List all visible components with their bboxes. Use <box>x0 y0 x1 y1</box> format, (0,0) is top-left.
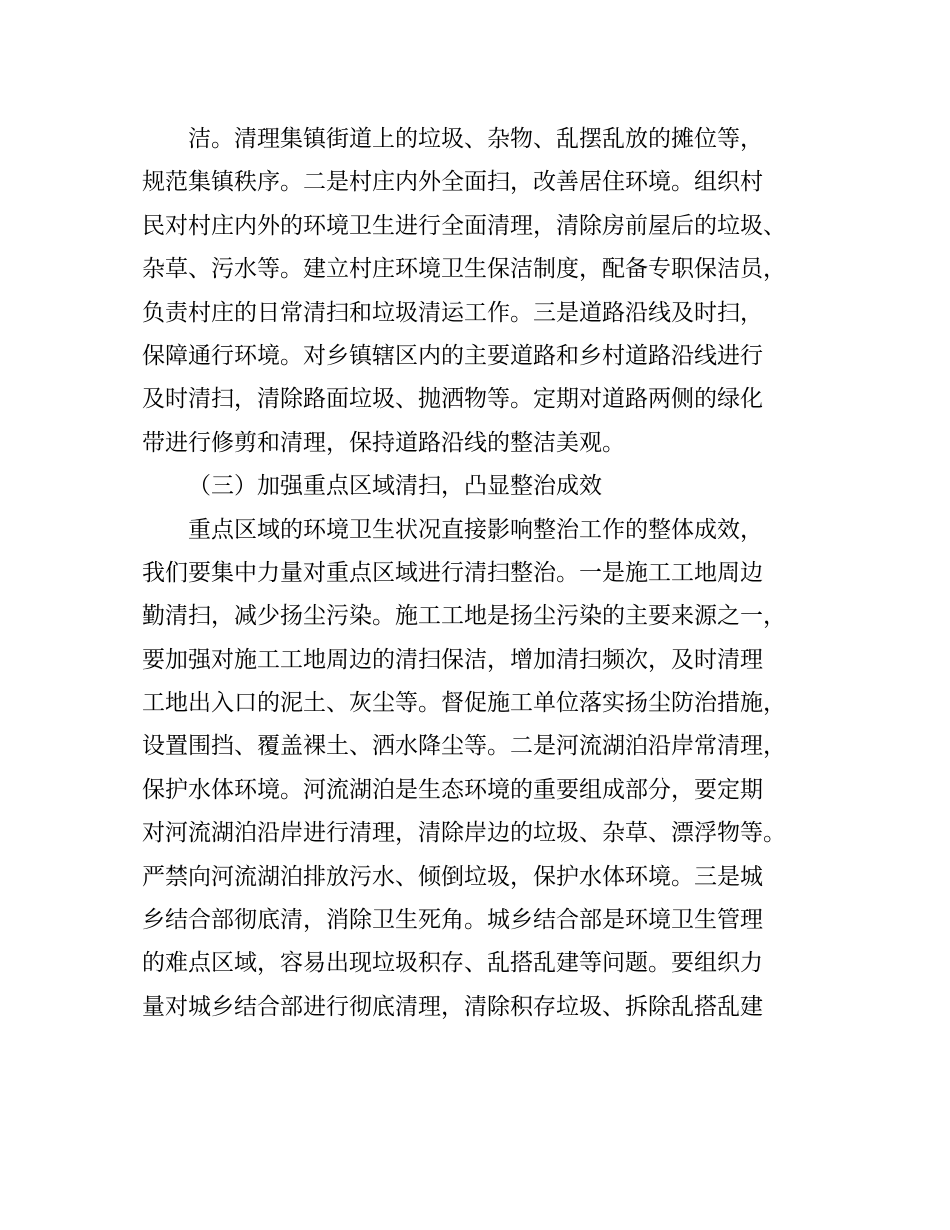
text-line: 要加强对施工工地周边的清扫保洁，增加清扫频次，及时清理 <box>142 646 763 673</box>
text-line: 乡结合部彻底清，消除卫生死角。城乡结合部是环境卫生管理 <box>142 907 763 934</box>
text-line: 杂草、污水等。建立村庄环境卫生保洁制度，配备专职保洁员， <box>142 256 786 283</box>
text-line: 及时清扫，清除路面垃圾、抛洒物等。定期对道路两侧的绿化 <box>142 386 763 413</box>
text-line: 严禁向河流湖泊排放污水、倾倒垃圾，保护水体环境。三是城 <box>142 863 763 890</box>
text-line: 洁。清理集镇街道上的垃圾、杂物、乱摆乱放的摊位等， <box>188 126 763 152</box>
text-line: 民对村庄内外的环境卫生进行全面清理，清除房前屋后的垃圾、 <box>142 212 786 239</box>
text-line: 重点区域的环境卫生状况直接影响整治工作的整体成效， <box>188 516 763 543</box>
text-line: 规范集镇秩序。二是村庄内外全面扫，改善居住环境。组织村 <box>142 169 763 196</box>
text-line: 量对城乡结合部进行彻底清理，清除积存垃圾、拆除乱搭乱建 <box>142 993 763 1020</box>
text-line: 设置围挡、覆盖裸土、洒水降尘等。二是河流湖泊沿岸常清理， <box>142 733 786 760</box>
text-line: 带进行修剪和清理，保持道路沿线的整洁美观。 <box>142 429 625 456</box>
text-line: 负责村庄的日常清扫和垃圾清运工作。三是道路沿线及时扫， <box>142 299 763 326</box>
text-line: 工地出入口的泥土、灰尘等。督促施工单位落实扬尘防治措施， <box>142 690 786 717</box>
text-line: 保护水体环境。河流湖泊是生态环境的重要组成部分，要定期 <box>142 776 763 803</box>
text-line: 我们要集中力量对重点区域进行清扫整治。一是施工工地周边 <box>142 559 763 586</box>
text-line: 的难点区域，容易出现垃圾积存、乱搭乱建等问题。要组织力 <box>142 950 763 977</box>
text-line: 对河流湖泊沿岸进行清理，清除岸边的垃圾、杂草、漂浮物等。 <box>142 820 786 847</box>
text-line: 勤清扫，减少扬尘污染。施工工地是扬尘污染的主要来源之一， <box>142 603 786 630</box>
text-line: 保障通行环境。对乡镇辖区内的主要道路和乡村道路沿线进行 <box>142 342 763 369</box>
section-heading: （三）加强重点区域清扫，凸显整治成效 <box>188 473 602 500</box>
document-body <box>142 118 832 1029</box>
